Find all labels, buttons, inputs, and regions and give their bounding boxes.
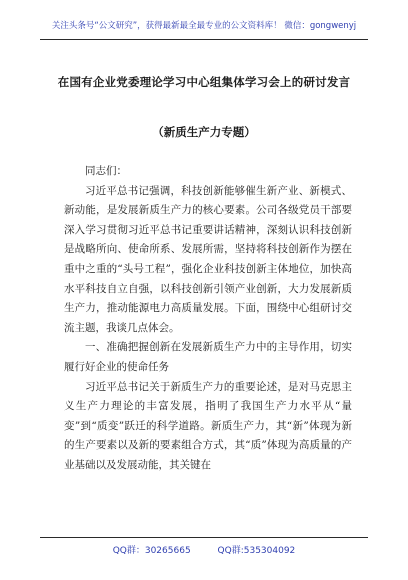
document-body xyxy=(64,162,352,476)
header-divider xyxy=(40,39,368,40)
footer-qq-group-2: QQ群:535304092 xyxy=(217,546,296,556)
footer-qq-group-1: QQ群：30265665 xyxy=(112,546,191,556)
paragraph-intro: 习近平总书记强调，科技创新能够催生新产业、新模式、新动能，是发展新质生产力的核心要素。公司各级党员干部要深入学习贯彻习近平总书记重要讲话精神，深刻认识科技创新是战略所向、使命所系、发展所需，坚持将科技创新作为摆在重中之重的“头号工程”，强化企业科技创新主体地位，加快高水平科技自立自强，以科技创新引领产业创新，大力发展新质生产力，推动能源电力高质量发展。下面，围绕中心组研讨交流主题，我谈几点体会。 xyxy=(64,184,352,334)
document-subtitle: （新质生产力专题） xyxy=(152,125,256,139)
greeting: 同志们： xyxy=(85,165,127,177)
section-heading-1: 一、准确把握创新在发展新质生产力中的主导作用，切实履行好企业的使命任务 xyxy=(64,341,352,373)
header-promo-note: 关注头条号“公文研究”，获得最新最全最专业的公文资料库！ 微信：gongwenyj xyxy=(51,21,357,31)
footer-divider xyxy=(40,537,368,538)
footer-contact xyxy=(0,543,408,556)
document-title: 在国有企业党委理论学习中心组集体学习会上的研讨发言 xyxy=(57,75,351,89)
paragraph-section-1: 习近平总书记关于新质生产力的重要论述，是对马克思主义生产力理论的丰富发展，指明了我国生产力水平从“量变”到“质变”跃迁的科学道路。新质生产力，其“新”体现为新的生产要素以及新的要素组合方式，其“质”体现为高质量的产业基础以及发展动能，其关键在 xyxy=(64,380,352,471)
